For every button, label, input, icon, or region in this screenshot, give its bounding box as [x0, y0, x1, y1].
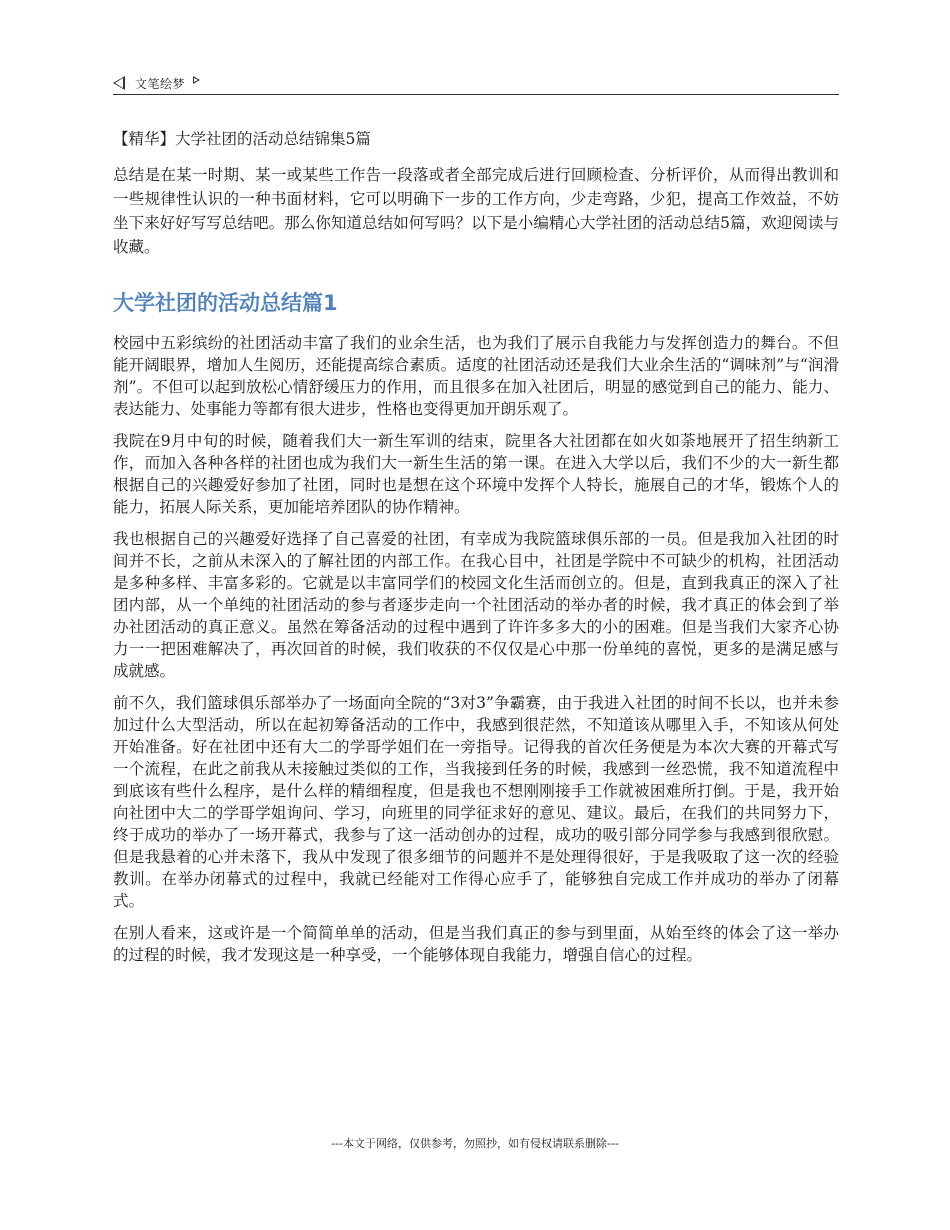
body-paragraph-5: 在别人看来，这或许是一个简简单单的活动，但是当我们真正的参与到里面，从始至终的体会了这一举办的过程的时候，我才发现这是一种享受，一个能够体现自我能力，增强自信心的过程。	[113, 924, 839, 964]
section-heading: 大学社团的活动总结篇1	[113, 291, 338, 315]
body-paragraph-3: 我也根据自己的兴趣爱好选择了自己喜爱的社团，有幸成为我院篮球俱乐部的一员。但是我加入社团的时间并不长，之前从未深入的了解社团的内部工作。在我心目中，社团是学院中不可缺少的机构，社团活动是多种多样、丰富多彩的。它就是以丰富同学们的校园文化生活而创立的。但是，直到我真正的深入了社团内部，从一个单纯的社团活动的参与者逐步走向一个社团活动的举办者的时候，我才真正的体会到了举办社团活动的真正意义。虽然在筹备活动的过程中遇到了许许多多大的小的困难。但是当我们大家齐心协力一一把困难解决了，再次回首的时候，我们收获的不仅仅是心中那一份单纯的喜悦，更多的是满足感与成就感。	[113, 530, 839, 680]
body-paragraph-4: 前不久，我们篮球俱乐部举办了一场面向全院的“3对3”争霸赛，由于我进入社团的时间不长以，也并未参加过什么大型活动，所以在起初筹备活动的工作中，我感到很茫然，不知道该从哪里入手，不知该从何处开始准备。好在社团中还有大二的学哥学姐们在一旁指导。记得我的首次任务便是为本次大赛的开幕式写一个流程，在此之前我从未接触过类似的工作，当我接到任务的时候，我感到一丝恐慌，我不知道流程中到底该有些什么程序，是什么样的精细程度，但是我也不想刚刚接手工作就被困难所打倒。于是，我开始向社团中大二的学哥学姐询问、学习，向班里的同学征求好的意见、建议。最后，在我们的共同努力下，终于成功的举办了一场开幕式，我参与了这一活动创办的过程，成功的吸引部分同学参与我感到很欣慰。但是我悬着的心并未落下，我从中发现了很多细节的问题并不是处理得很好，于是我吸取了这一次的经验教训。在举办闭幕式的过程中，我就已经能对工作得心应手了，能够独自完成工作并成功的举办了闭幕式。	[113, 694, 839, 910]
intro-paragraph: 总结是在某一时期、某一或某些工作告一段落或者全部完成后进行回顾检查、分析评价，从而得出教训和一些规律性认识的一种书面材料，它可以明确下一步的工作方向，少走弯路，少犯，提高工作效益，不妨坐下来好好写写总结吧。那么你知道总结如何写吗？以下是小编精心大学社团的活动总结5篇，欢迎阅读与收藏。	[113, 166, 839, 256]
triangle-right-icon	[193, 76, 200, 84]
body-paragraph-1: 校园中五彩缤纷的社团活动丰富了我们的业余生活，也为我们了展示自我能力与发挥创造力的舞台。不但能开阔眼界，增加人生阅历，还能提高综合素质。适度的社团活动还是我们大业余生活的“调味剂”与“润滑剂”。不但可以起到放松心情舒缓压力的作用，而且很多在加入社团后，明显的感觉到自己的能力、能力、表达能力、处事能力等都有很大进步，性格也变得更加开朗乐观了。	[113, 334, 839, 418]
triangle-left-icon	[113, 76, 125, 90]
page-footer-notice: ---本文于网络，仅供参考，勿照抄，如有侵权请联系删除---	[331, 1137, 619, 1150]
header-brand: 文笔绘梦	[135, 76, 186, 91]
page-header	[113, 72, 839, 95]
document-title: 【精华】大学社团的活动总结锦集5篇	[113, 130, 371, 148]
section-body	[113, 332, 839, 976]
body-paragraph-2: 我院在9月中旬的时候，随着我们大一新生军训的结束，院里各大社团都在如火如荼地展开了招生纳新工作，而加入各种各样的社团也成为我们大一新生生活的第一课。在进入大学以后，我们不少的大一新生都根据自己的兴趣爱好参加了社团，同时也是想在这个环境中发挥个人特长，施展自己的才华，锻炼个人的能力，拓展人际关系，更加能培养团队的协作精神。	[113, 432, 839, 516]
